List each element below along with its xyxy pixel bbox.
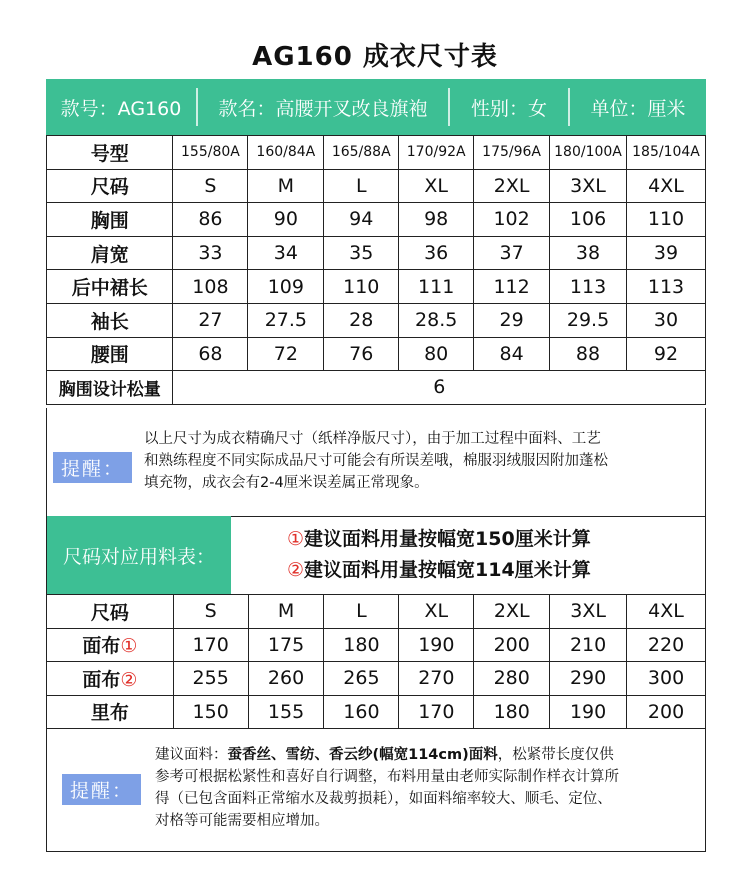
table-cell: S [173,169,248,203]
table-row [47,695,706,729]
circled-two-icon: ② [287,559,305,581]
table-cell: 27.5 [248,303,324,337]
table-cell: 90 [248,203,324,237]
fabric-reminder-note [46,729,706,852]
table-cell: 80 [399,337,474,371]
note-line: 得（已包含面料正常缩水及裁剪损耗），如面料缩率较大、顺毛、定位、 [155,791,612,807]
table-cell: 106 [550,203,627,237]
reminder-text [144,428,700,494]
row-label: 胸围设计松量 [47,371,173,405]
table-cell: 210 [550,628,627,662]
note-line: 和熟练程度不同实际成品尺寸可能会有所误差哦，棉服羽绒服因附加蓬松 [144,453,608,469]
table-cell: 108 [173,270,248,304]
table-cell: 190 [399,628,474,662]
style-number: 款号：AG160 [60,97,182,120]
row-label: 面布① [47,628,174,662]
fabric-table [46,594,706,729]
note-line: 以上尺寸为成衣精确尺寸（纸样净版尺寸），由于加工过程中面料、工艺 [144,431,601,447]
table-cell: M [248,595,324,629]
circled-one-icon: ① [287,528,305,550]
table-cell: 220 [627,628,706,662]
row-label: 袖长 [47,303,173,337]
note-line: 对格等可能需要相应增加。 [155,813,329,829]
table-cell: 200 [474,628,550,662]
table-row [47,236,706,270]
table-cell: 4XL [627,169,706,203]
info-header-bar [46,79,706,135]
table-cell: 6 [173,371,706,405]
table-cell: 33 [173,236,248,270]
table-cell: 102 [474,203,550,237]
table-cell: 27 [173,303,248,337]
reminder-text [155,744,700,832]
table-cell: 112 [474,270,550,304]
table-cell: XL [399,169,474,203]
table-cell: 3XL [550,169,627,203]
table-cell: 38 [550,236,627,270]
table-row [47,270,706,304]
note-line: 参考可根据松紧性和喜好自行调整，布料用量由老师实际制作样衣计算所 [155,769,619,785]
fabric-usage-label: 尺码对应用料表： [47,516,231,594]
table-cell: 200 [627,695,706,729]
table-cell: 170 [173,628,248,662]
note-line: 建议面料：蚕香丝、雪纺、香云纱(幅宽114cm)面料，松紧带长度仅供 [155,747,614,763]
table-cell: 29 [474,303,550,337]
reminder-note [46,408,706,517]
fabric-width-note-1: ①建议面料用量按幅宽150厘米计算 [287,528,591,550]
table-cell: 155 [248,695,324,729]
table-cell: 98 [399,203,474,237]
table-cell: 265 [324,662,399,696]
table-cell: 110 [627,203,706,237]
table-cell: 270 [399,662,474,696]
table-cell: 30 [627,303,706,337]
table-row [47,203,706,237]
size-table [46,135,706,405]
table-cell: M [248,169,324,203]
table-cell: 72 [248,337,324,371]
table-cell: 170/92A [399,136,474,170]
row-label: 号型 [47,136,173,170]
table-cell: 260 [248,662,324,696]
table-cell: 180 [324,628,399,662]
row-label: 里布 [47,695,174,729]
table-cell: 92 [627,337,706,371]
table-cell: 180/100A [550,136,627,170]
table-cell: 175/96A [474,136,550,170]
row-label: 尺码 [47,169,173,203]
style-name: 款名：高腰开叉改良旗袍 [218,97,428,120]
table-cell: 2XL [474,169,550,203]
table-cell: 255 [173,662,248,696]
row-label: 面布② [47,662,174,696]
table-row [47,169,706,203]
table-row [47,337,706,371]
fabric-usage-header [46,516,706,594]
table-cell: L [324,595,399,629]
table-cell: 160/84A [248,136,324,170]
row-label: 腰围 [47,337,173,371]
unit: 单位：厘米 [590,97,686,120]
row-label: 尺码 [47,595,174,629]
table-cell: 37 [474,236,550,270]
table-cell: 160 [324,695,399,729]
table-cell: 35 [324,236,399,270]
row-label: 胸围 [47,203,173,237]
table-cell: 170 [399,695,474,729]
table-row [47,662,706,696]
table-cell: 150 [173,695,248,729]
table-cell: 86 [173,203,248,237]
fabric-width-note-2: ②建议面料用量按幅宽114厘米计算 [287,559,591,581]
table-cell: 94 [324,203,399,237]
circled-one-icon: ① [120,635,138,658]
table-cell: 68 [173,337,248,371]
table-cell: 190 [550,695,627,729]
table-row [47,595,706,629]
table-cell: 39 [627,236,706,270]
table-cell: 2XL [474,595,550,629]
table-cell: 113 [550,270,627,304]
table-cell: 165/88A [324,136,399,170]
table-cell: 28 [324,303,399,337]
table-cell: 180 [474,695,550,729]
table-cell: 28.5 [399,303,474,337]
table-row [47,136,706,170]
table-cell: 290 [550,662,627,696]
table-cell: 29.5 [550,303,627,337]
reminder-badge: 提醒： [53,452,132,483]
fabric-width-notes [287,524,591,586]
table-row [47,303,706,337]
table-cell: 111 [399,270,474,304]
gender: 性别：女 [470,97,547,120]
table-cell: 155/80A [173,136,248,170]
table-cell: 76 [324,337,399,371]
page-title: AG160 成衣尺寸表 [252,42,498,72]
table-cell: 88 [550,337,627,371]
table-row [47,371,706,405]
table-cell: XL [399,595,474,629]
table-cell: 3XL [550,595,627,629]
table-cell: L [324,169,399,203]
reminder-badge: 提醒： [62,774,141,805]
table-cell: 109 [248,270,324,304]
table-cell: 113 [627,270,706,304]
table-cell: 185/104A [627,136,706,170]
row-label: 肩宽 [47,236,173,270]
table-cell: S [173,595,248,629]
circled-two-icon: ② [120,668,138,691]
table-cell: 175 [248,628,324,662]
note-line: 填充物，成衣会有2-4厘米误差属正常现象。 [144,475,429,491]
row-label: 后中裙长 [47,270,173,304]
table-cell: 4XL [627,595,706,629]
table-cell: 300 [627,662,706,696]
table-cell: 110 [324,270,399,304]
table-cell: 34 [248,236,324,270]
table-row [47,628,706,662]
table-cell: 36 [399,236,474,270]
table-cell: 84 [474,337,550,371]
table-cell: 280 [474,662,550,696]
